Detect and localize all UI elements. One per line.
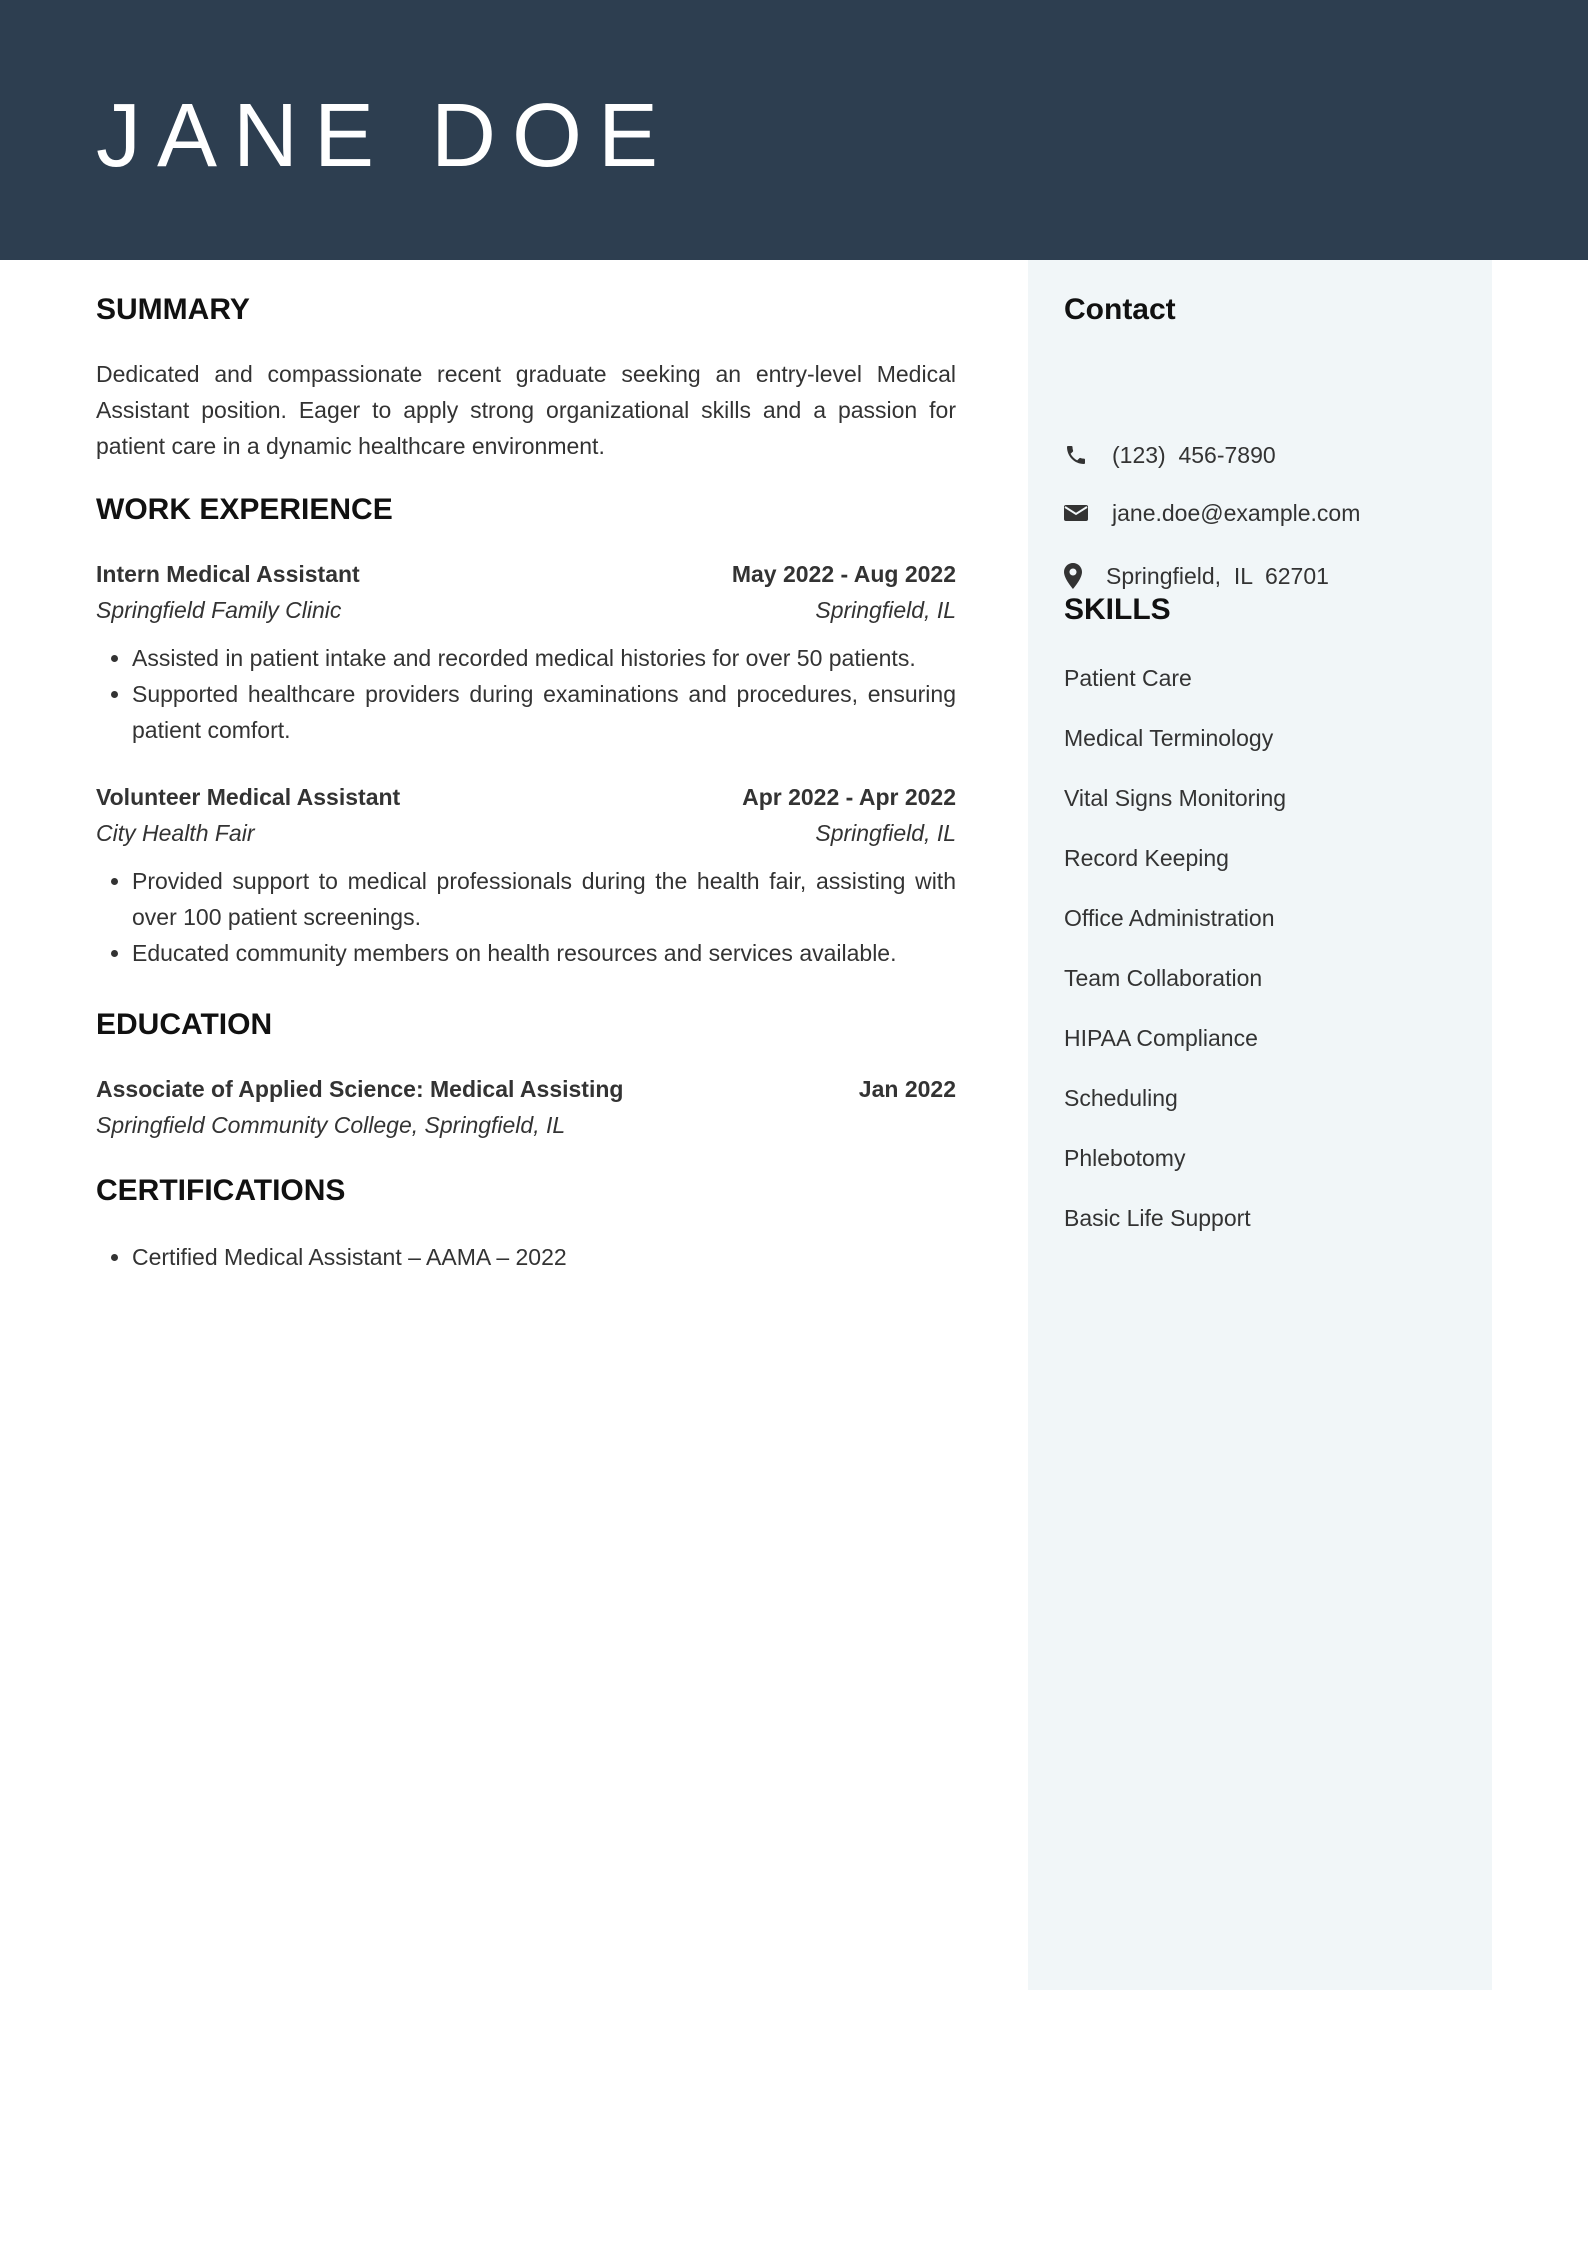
contact-address [1064, 491, 1329, 661]
email-address: jane.doe@example.com [1112, 500, 1361, 526]
job-location: Springfield, IL [815, 597, 956, 623]
skill-item: Scheduling [1064, 1085, 1178, 1111]
main-column [96, 260, 956, 1275]
sidebar [1028, 260, 1492, 1990]
job-title: Intern Medical Assistant [96, 561, 360, 587]
skill-item: Vital Signs Monitoring [1064, 785, 1287, 811]
skill-item: Phlebotomy [1064, 1145, 1186, 1171]
job-dates: May 2022 - Aug 2022 [731, 561, 956, 587]
job-bullet: • Assisted in patient intake and recorded medical histories for over 50 patients. [132, 640, 956, 676]
job-organization: City Health Fair [96, 820, 255, 846]
certifications-heading: CERTIFICATIONS [96, 1174, 346, 1207]
map-pin-icon [1064, 491, 1106, 661]
job-bullet: • Provided support to medical professionals during the health fair, assisting with over 100 patient screenings. [132, 863, 956, 935]
address: Springfield, IL 62701 [1106, 563, 1329, 589]
contact-heading: Contact [1064, 293, 1176, 326]
school-name: Springfield Community College, Springfield, IL [96, 1112, 566, 1138]
job-title: Volunteer Medical Assistant [96, 784, 401, 810]
job-bullet: • Supported healthcare providers during examinations and procedures, ensuring patient comfort. [132, 676, 956, 748]
certification-item: • Certified Medical Assistant – AAMA – 2022 [132, 1239, 956, 1275]
phone-number: (123) 456-7890 [1112, 442, 1276, 468]
job-entry [96, 779, 956, 971]
job-location: Springfield, IL [815, 820, 956, 846]
skill-item: Patient Care [1064, 665, 1192, 691]
job-organization: Springfield Family Clinic [96, 597, 342, 623]
degree-name: Associate of Applied Science: Medical Assisting [96, 1076, 624, 1102]
skill-item: Basic Life Support [1064, 1205, 1251, 1231]
header-banner [0, 0, 1588, 260]
skill-item: HIPAA Compliance [1064, 1025, 1258, 1051]
education-entry [96, 1071, 956, 1143]
education-heading: EDUCATION [96, 1008, 273, 1041]
skill-item: Team Collaboration [1064, 965, 1263, 991]
job-dates: Apr 2022 - Apr 2022 [742, 784, 956, 810]
graduation-date: Jan 2022 [858, 1076, 956, 1102]
job-entry [96, 556, 956, 748]
skill-item: Office Administration [1064, 905, 1275, 931]
job-bullet: • Educated community members on health resources and services available. [132, 935, 956, 971]
skill-item: Medical Terminology [1064, 725, 1274, 751]
candidate-name: JANE DOE [96, 86, 675, 186]
summary-text: Dedicated and compassionate recent graduate seeking an entry-level Medical Assistant position. Eager to apply strong organizational skills and a passion for patient care in a dynamic healthcare environment. [96, 361, 956, 459]
summary-heading: SUMMARY [96, 293, 250, 326]
skills-heading: SKILLS [1064, 593, 1171, 626]
work-experience-heading: WORK EXPERIENCE [96, 493, 393, 526]
skill-item: Record Keeping [1064, 845, 1229, 871]
